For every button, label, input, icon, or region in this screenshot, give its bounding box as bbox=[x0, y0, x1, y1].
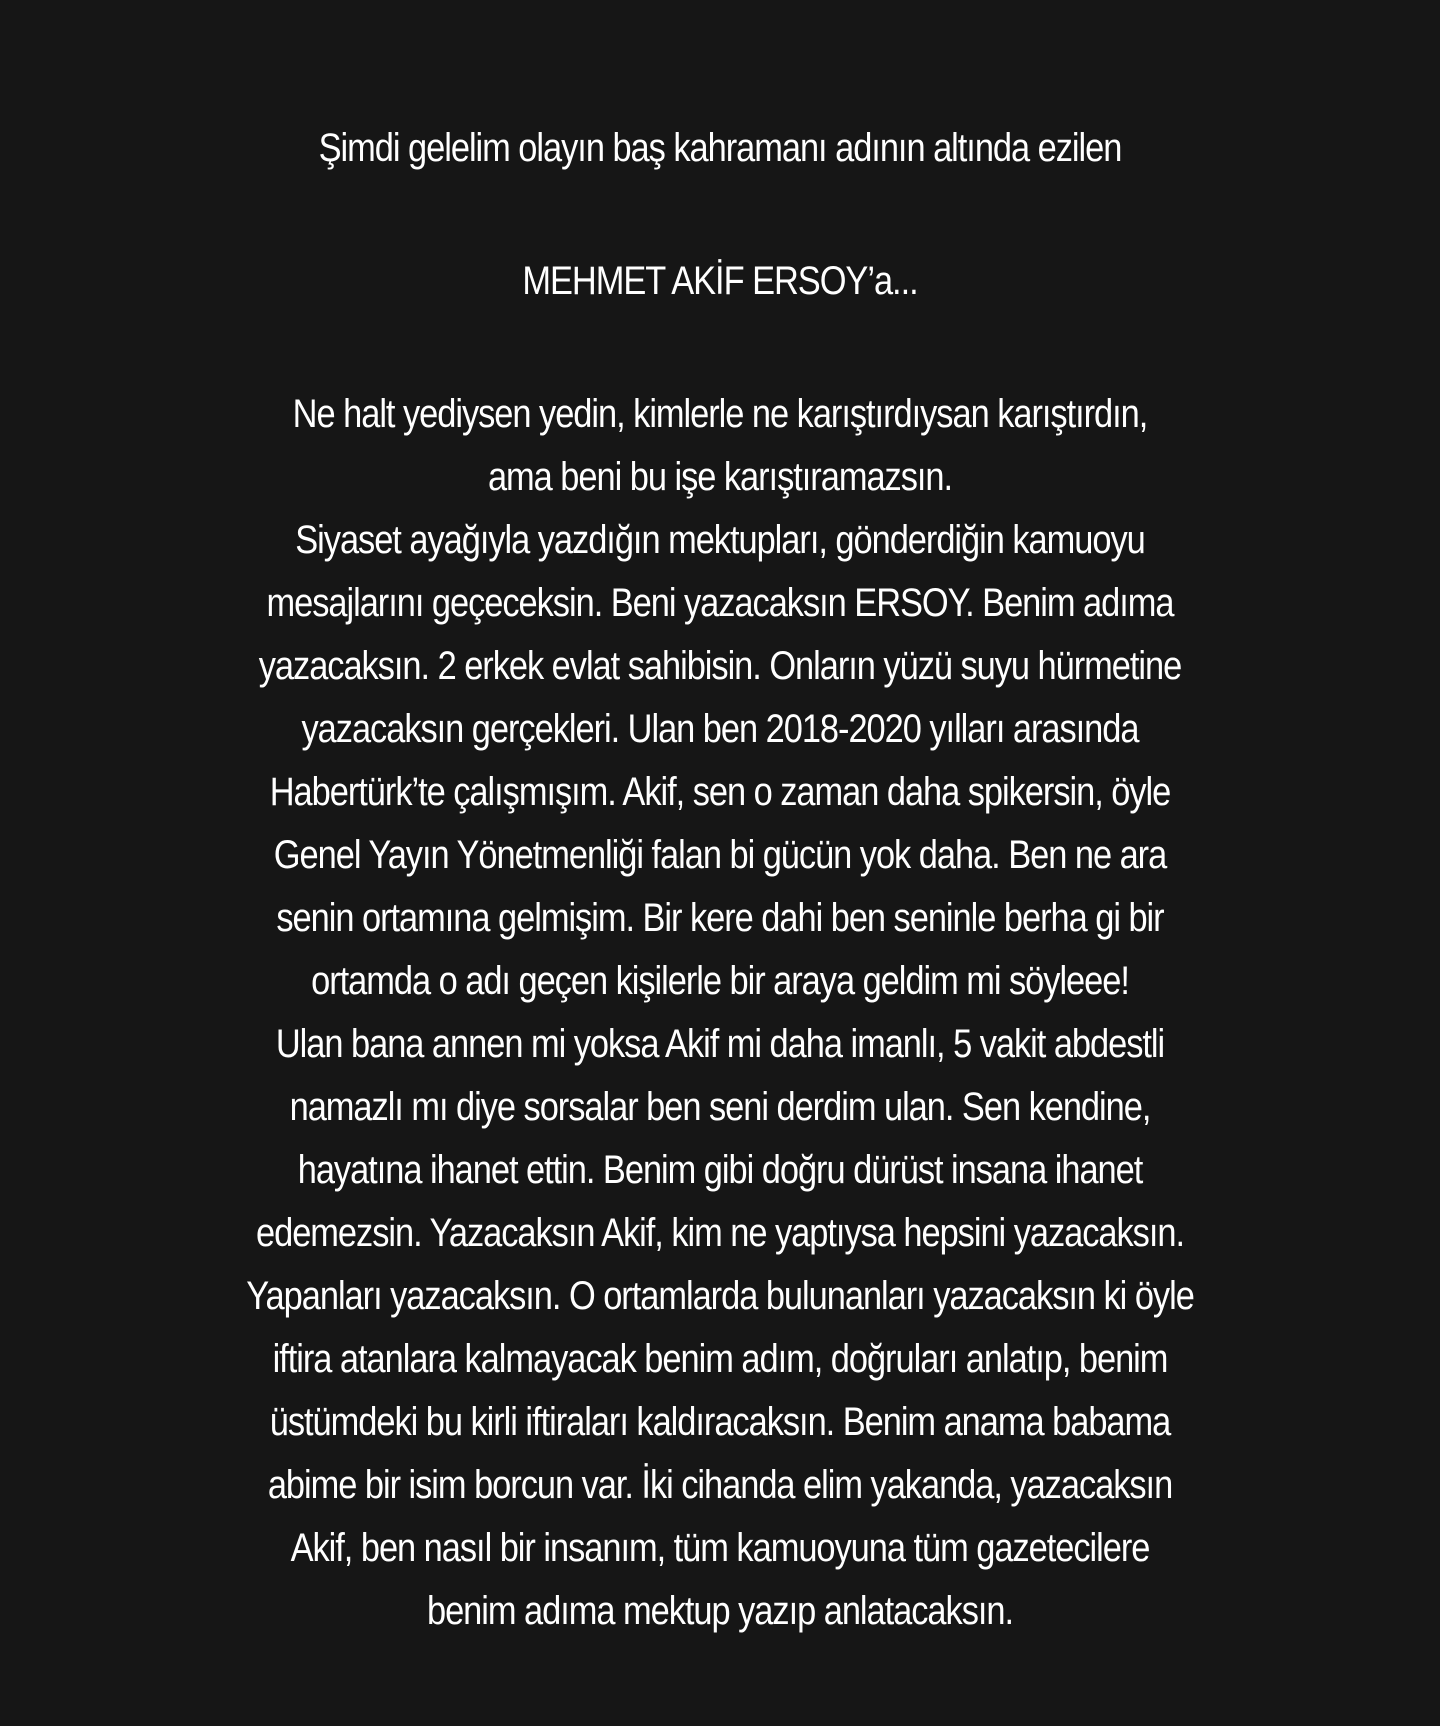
body-line: Akif, ben nasıl bir insanım, tüm kamuoyuna tüm gazetecilere bbox=[290, 1526, 1150, 1570]
body-line: edemezsin. Yazacaksın Akif, kim ne yaptıysa hepsini yazacaksın. bbox=[256, 1211, 1184, 1255]
addressee-name: MEHMET AKİF ERSOY’a... bbox=[522, 259, 918, 303]
body-line: ama beni bu işe karıştıramazsın. bbox=[487, 455, 953, 499]
body-line: Genel Yayın Yönetmenliği falan bi gücün yok daha. Ben ne ara bbox=[273, 833, 1167, 877]
body-line: Yapanları yazacaksın. O ortamlarda bulunanları yazacaksın ki öyle bbox=[246, 1274, 1194, 1318]
body-line: namazlı mı diye sorsalar ben seni derdim ulan. Sen kendine, bbox=[289, 1085, 1151, 1129]
body-line: üstümdeki bu kirli iftiraları kaldıracaksın. Benim anama babama bbox=[269, 1400, 1171, 1444]
body-line: hayatına ihanet ettin. Benim gibi doğru dürüst insana ihanet bbox=[297, 1148, 1143, 1192]
body-line: benim adıma mektup yazıp anlatacaksın. bbox=[426, 1589, 1014, 1633]
body-line: yazacaksın gerçekleri. Ulan ben 2018-2020 yılları arasında bbox=[301, 707, 1139, 751]
body-line: Siyaset ayağıyla yazdığın mektupları, gönderdiğin kamuoyu bbox=[295, 518, 1145, 562]
body-line: yazacaksın. 2 erkek evlat sahibisin. Onların yüzü suyu hürmetine bbox=[258, 644, 1182, 688]
body-line: ortamda o adı geçen kişilerle bir araya geldim mi söyleee! bbox=[311, 959, 1129, 1003]
body-line: senin ortamına gelmişim. Bir kere dahi ben seninle berha gi bir bbox=[276, 896, 1164, 940]
body-line: mesajlarını geçeceksin. Beni yazacaksın ERSOY. Benim adıma bbox=[266, 581, 1174, 625]
body-line: abime bir isim borcun var. İki cihanda elim yakanda, yazacaksın bbox=[267, 1463, 1173, 1507]
intro-line: Şimdi gelelim olayın baş kahramanı adının altında ezilen bbox=[318, 126, 1122, 170]
body-line: iftira atanlara kalmayacak benim adım, doğruları anlatıp, benim bbox=[272, 1337, 1168, 1381]
body-line: Habertürk’te çalışmışım. Akif, sen o zaman daha spikersin, öyle bbox=[269, 770, 1171, 814]
body-line: Ne halt yediysen yedin, kimlerle ne karıştırdıysan karıştırdın, bbox=[292, 392, 1148, 436]
body-line: Ulan bana annen mi yoksa Akif mi daha imanlı, 5 vakit abdestli bbox=[275, 1022, 1165, 1066]
